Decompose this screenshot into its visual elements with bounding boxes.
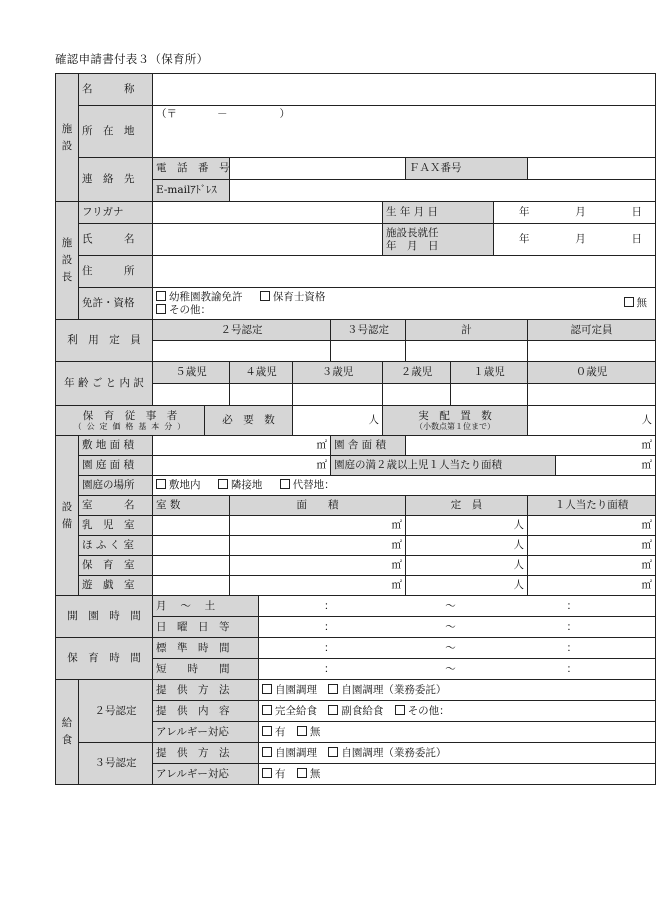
short-time-label: 短 時 間: [153, 659, 259, 680]
capacity-type3-header: ３号認定: [331, 320, 406, 341]
building-area-label: 園 舎 面 積: [331, 436, 406, 456]
room-area-header: 面 積: [230, 496, 406, 516]
room-per-person-header: １人当たり面積: [528, 496, 656, 516]
meal-type3-label: ３号認定: [79, 743, 153, 785]
director-address-field[interactable]: [153, 256, 656, 288]
building-area-field[interactable]: ㎡: [406, 436, 656, 456]
room-area-field[interactable]: ㎡: [230, 576, 406, 596]
room-per-person-field[interactable]: ㎡: [528, 536, 656, 556]
age4-field[interactable]: [230, 384, 293, 406]
room-per-person-field[interactable]: ㎡: [528, 576, 656, 596]
form-table: [55, 73, 656, 785]
actual-staff-label: 実 配 置 数 （小数点第１位まで）: [383, 406, 528, 436]
room-count-field[interactable]: [153, 576, 230, 596]
birthdate-label: 生 年 月 日: [383, 202, 494, 224]
birthdate-field[interactable]: 年 月 日: [494, 202, 656, 224]
room-count-field[interactable]: [153, 556, 230, 576]
type3-method-field: 自園調理 自園調理（業務委託）: [259, 743, 656, 764]
room-row: [56, 556, 656, 576]
type2-method-label: 提 供 方 法: [153, 680, 259, 701]
type2-content-label: 提 供 内 容: [153, 701, 259, 722]
weekday-hours-field[interactable]: ： ～ ：: [259, 596, 656, 617]
room-capacity-field[interactable]: 人: [406, 516, 528, 536]
room-name: 遊 戯 室: [79, 576, 153, 596]
postal-dash: －: [217, 108, 228, 120]
capacity-approved-header: 認可定員: [528, 320, 656, 341]
facility-address-label: 所 在 地: [79, 106, 153, 158]
age-breakdown-label: 年 齢 ご と 内 訳: [56, 362, 153, 406]
age2-field[interactable]: [383, 384, 451, 406]
no-license-checkbox[interactable]: [624, 297, 634, 307]
capacity-approved-field[interactable]: [528, 341, 656, 362]
fax-field[interactable]: [528, 158, 656, 180]
yard-location-field: 敷地内 隣接地 代替地：: [153, 476, 656, 496]
capacity-type3-field[interactable]: [331, 341, 406, 362]
required-staff-label: 必 要 数: [205, 406, 293, 436]
facility-contact-label: 連 絡 先: [79, 158, 153, 202]
type3-allergy-label: アレルギー対応: [153, 764, 259, 785]
application-form: [55, 73, 656, 785]
type3-method-label: 提 供 方 法: [153, 743, 259, 764]
room-name: ほ ふ く 室: [79, 536, 153, 556]
type2-contract-cook-checkbox[interactable]: [328, 684, 338, 694]
room-name: 乳 児 室: [79, 516, 153, 536]
postal-open: （〒: [156, 108, 177, 120]
appointment-date-label: 施設長就任 年 月 日: [383, 224, 494, 256]
room-per-person-field[interactable]: ㎡: [528, 516, 656, 536]
other-meal-checkbox[interactable]: [395, 705, 405, 715]
room-per-person-field[interactable]: ㎡: [528, 556, 656, 576]
adjacent-checkbox[interactable]: [218, 479, 228, 489]
site-area-label: 敷 地 面 積: [79, 436, 153, 456]
age3-header: ３歳児: [293, 362, 383, 384]
type2-allergy-field: 有 無: [259, 722, 656, 743]
meal-section-label: 給 食: [56, 680, 79, 785]
license-label: 免許・資格: [79, 288, 153, 320]
age1-field[interactable]: [451, 384, 528, 406]
short-hours-field[interactable]: ： ～ ：: [259, 659, 656, 680]
room-row: [56, 576, 656, 596]
director-name-field[interactable]: [153, 224, 383, 256]
age5-header: ５歳児: [153, 362, 230, 384]
type2-allergy-label: アレルギー対応: [153, 722, 259, 743]
facility-name-label: 名 称: [79, 74, 153, 106]
age0-field[interactable]: [528, 384, 656, 406]
yard-per-child-field[interactable]: ㎡: [556, 456, 656, 476]
equipment-section-label: 設 備: [56, 436, 79, 596]
email-field[interactable]: [230, 180, 656, 202]
room-row: [56, 536, 656, 556]
meal-type2-label: ２号認定: [79, 680, 153, 743]
type2-allergy-yes-checkbox[interactable]: [262, 726, 272, 736]
alternate-checkbox[interactable]: [280, 479, 290, 489]
capacity-type2-header: ２号認定: [153, 320, 331, 341]
director-name-label: 氏 名: [79, 224, 153, 256]
yard-per-child-label: 園庭の満２歳以上児１人当たり面積: [331, 456, 556, 476]
type2-allergy-no-checkbox[interactable]: [297, 726, 307, 736]
age4-header: ４歳児: [230, 362, 293, 384]
type3-allergy-no-checkbox[interactable]: [297, 768, 307, 778]
furigana-label: フリガナ: [79, 202, 153, 224]
sunday-label: 日 曜 日 等: [153, 617, 259, 638]
nursery-license-checkbox[interactable]: [260, 291, 270, 301]
room-area-field[interactable]: ㎡: [230, 536, 406, 556]
care-hours-label: 保 育 時 間: [56, 638, 153, 680]
other-license-checkbox[interactable]: [156, 304, 166, 314]
kinder-license-checkbox[interactable]: [156, 291, 166, 301]
facility-address-field[interactable]: [153, 106, 656, 158]
type3-self-cook-checkbox[interactable]: [262, 747, 272, 757]
on-site-checkbox[interactable]: [156, 479, 166, 489]
room-row: [56, 516, 656, 536]
room-capacity-field[interactable]: 人: [406, 576, 528, 596]
age1-header: １歳児: [451, 362, 528, 384]
full-meal-checkbox[interactable]: [262, 705, 272, 715]
age0-header: ０歳児: [528, 362, 656, 384]
email-label: E-mailｱﾄﾞﾚｽ: [153, 180, 230, 202]
type2-self-cook-checkbox[interactable]: [262, 684, 272, 694]
director-address-label: 住 所: [79, 256, 153, 288]
furigana-field[interactable]: [153, 202, 383, 224]
room-count-field[interactable]: [153, 516, 230, 536]
room-area-field[interactable]: ㎡: [230, 556, 406, 576]
room-area-field[interactable]: ㎡: [230, 516, 406, 536]
age5-field[interactable]: [153, 384, 230, 406]
room-capacity-field[interactable]: 人: [406, 556, 528, 576]
room-capacity-field[interactable]: 人: [406, 536, 528, 556]
side-meal-checkbox[interactable]: [328, 705, 338, 715]
weekday-label: 月 ～ 土: [153, 596, 259, 617]
facility-section-label: 施 設: [56, 74, 79, 202]
standard-hours-field[interactable]: ： ～ ：: [259, 638, 656, 659]
standard-time-label: 標 準 時 間: [153, 638, 259, 659]
postal-close: ）: [279, 108, 290, 120]
room-capacity-header: 定 員: [406, 496, 528, 516]
type3-allergy-yes-checkbox[interactable]: [262, 768, 272, 778]
capacity-total-header: 計: [406, 320, 528, 341]
room-name: 保 育 室: [79, 556, 153, 576]
page-title: 確認申請書付表３（保育所）: [55, 52, 209, 66]
capacity-total-field[interactable]: [406, 341, 528, 362]
yard-location-label: 園庭の場所: [79, 476, 153, 496]
phone-field[interactable]: [230, 158, 406, 180]
type2-method-field: 自園調理 自園調理（業務委託）: [259, 680, 656, 701]
phone-label: 電 話 番 号: [153, 158, 230, 180]
yard-area-label: 園 庭 面 積: [79, 456, 153, 476]
type2-content-field: 完全給食 副食給食 その他：: [259, 701, 656, 722]
age3-field[interactable]: [293, 384, 383, 406]
type3-allergy-field: 有 無: [259, 764, 656, 785]
capacity-label: 利 用 定 員: [56, 320, 153, 362]
capacity-type2-field[interactable]: [153, 341, 331, 362]
room-count-field[interactable]: [153, 536, 230, 556]
sunday-hours-field[interactable]: ： ～ ：: [259, 617, 656, 638]
facility-name-field[interactable]: [153, 74, 656, 106]
opening-hours-label: 開 園 時 間: [56, 596, 153, 638]
actual-staff-field[interactable]: 人: [528, 406, 656, 436]
room-count-header: 室 数: [153, 496, 230, 516]
site-area-field[interactable]: ㎡: [153, 436, 331, 456]
age2-header: ２歳児: [383, 362, 451, 384]
appointment-date-field[interactable]: 年 月 日: [494, 224, 656, 256]
yard-area-field[interactable]: ㎡: [153, 456, 331, 476]
fax-label: ＦＡＸ番号: [406, 158, 528, 180]
license-field: 幼稚園教諭免許 保育士資格 その他： 無: [153, 288, 656, 320]
room-name-header: 室 名: [79, 496, 153, 516]
director-section-label: 施 設 長: [56, 202, 79, 320]
staff-label: 保 育 従 事 者 （ 公 定 価 格 基 本 分 ）: [56, 406, 205, 436]
type3-contract-cook-checkbox[interactable]: [328, 747, 338, 757]
required-staff-field[interactable]: 人: [293, 406, 383, 436]
